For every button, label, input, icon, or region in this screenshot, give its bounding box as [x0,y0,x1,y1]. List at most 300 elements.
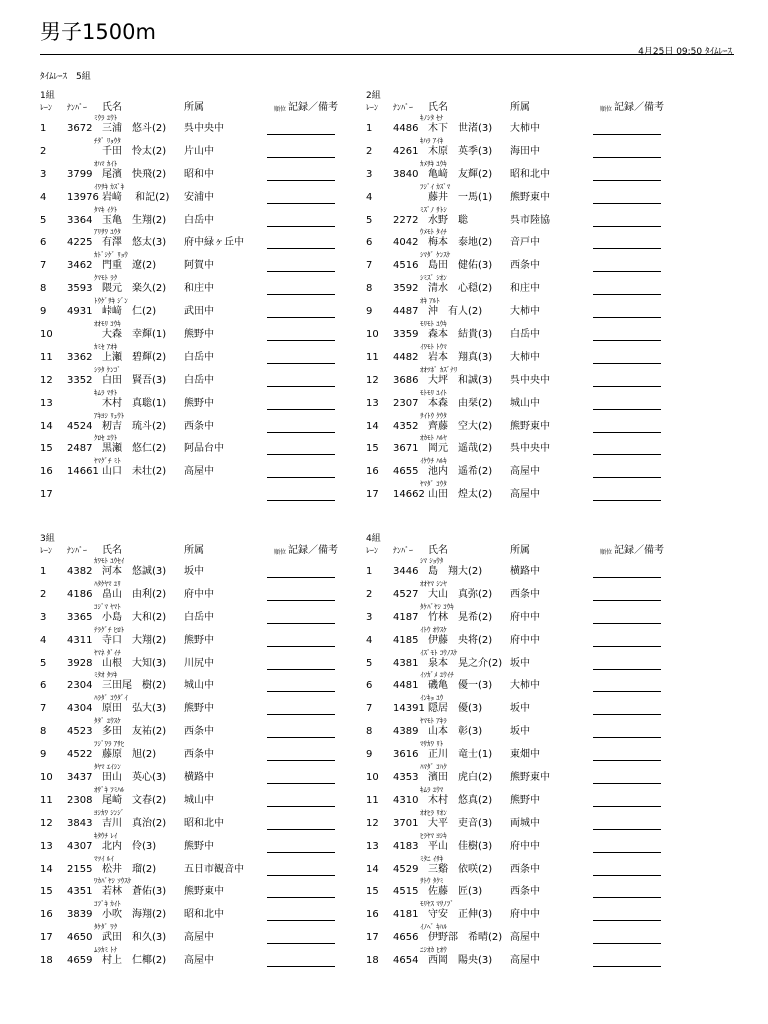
lane-number: 4 [366,191,373,203]
entry-row [40,434,380,457]
record-blank-line [593,203,661,204]
entry-row [40,877,380,900]
club-name: 府中中 [510,840,540,852]
bib-number: 4310 [393,794,419,806]
lane-number: 11 [366,794,379,806]
entry-row [40,343,380,366]
bib-number: 2304 [67,680,93,692]
record-blank-line [267,386,335,387]
athlete-name: 竹林 晃希(2) [428,611,493,623]
record-blank-line [593,943,661,944]
entry-row [366,877,706,900]
entry-row [366,320,706,343]
athlete-name: 山口 未壮(2) [102,466,167,478]
entry-row [40,786,380,809]
bib-number: 4181 [393,909,419,921]
club-name: 西条中 [510,886,540,898]
athlete-name: 森本 結貴(3) [428,329,493,341]
bib-number: 4481 [393,680,419,692]
page-title: 男子1500m [40,20,156,44]
entry-row [366,114,706,137]
bib-number: 4381 [393,657,419,669]
club-name: 西条中 [184,420,214,432]
entry-row [40,832,380,855]
header-rank: 順位 [274,106,287,113]
record-blank-line [593,432,661,433]
record-blank-line [267,920,335,921]
record-blank-line [593,714,661,715]
athlete-name: 門重 遼(2) [102,260,157,272]
bib-number: 3362 [67,351,93,363]
athlete-name: 本森 由栞(2) [428,397,493,409]
header-record: 記録／備考 [288,102,338,113]
lane-number: 11 [40,351,53,363]
club-name: 府中緑ヶ丘中 [184,237,244,249]
lane-number: 5 [366,214,373,226]
club-name: 坂中 [510,657,530,669]
name-reading: ｵｵﾓﾘ ｺｳｷ [94,320,121,329]
entry-row [40,740,380,763]
club-name: 熊野中 [510,794,540,806]
name-reading: ﾃﾗｸﾞﾁ ﾋﾛﾄ [94,625,125,634]
entry-row [40,160,380,183]
bib-number: 4304 [67,703,93,715]
name-reading: ｲﾄｳ ｵｳｽｹ [420,625,447,634]
club-name: 西条中 [184,726,214,738]
club-name: 高屋中 [510,955,540,967]
lane-number: 16 [366,909,379,921]
header-name: 氏名 [428,545,448,556]
race-type-label: ﾀｲﾑﾚｰｽ 5組 [40,72,91,82]
entry-row [40,183,380,206]
club-name: 坂中 [184,566,204,577]
club-name: 西条中 [510,588,540,600]
athlete-name: 黒瀬 悠仁(2) [102,443,167,455]
record-blank-line [593,920,661,921]
athlete-name: 原田 弘大(3) [102,703,167,715]
name-reading: ﾁﾀﾞ ﾘｮｳﾀ [94,136,121,145]
name-reading: ｼﾏ ｼｮｳﾀ [420,557,444,565]
lane-number: 9 [366,306,373,318]
bib-number: 4311 [67,634,93,646]
group-label: 3組 [40,534,55,544]
club-name: 熊野中 [184,397,214,409]
record-blank-line [593,623,661,624]
record-blank-line [267,317,335,318]
club-name: 昭和北中 [184,817,224,829]
club-name: 呉中央中 [510,443,550,455]
bib-number: 4307 [67,840,93,852]
athlete-name: 正川 竜士(1) [428,749,493,761]
club-name: 川尻中 [184,657,214,669]
name-reading: ﾐｳﾗ ﾕｳﾄ [94,114,118,122]
lane-number: 1 [366,566,373,577]
bib-number: 13976 [67,191,99,203]
bib-number: 3462 [67,260,93,272]
heat-group-1 [40,91,380,503]
club-name: 熊野東中 [184,886,224,898]
entry-row [366,603,706,626]
entry-row [40,671,380,694]
entry-row [366,206,706,229]
lane-number: 13 [366,840,379,852]
record-blank-line [593,363,661,364]
record-blank-line [593,340,661,341]
bib-number: 3686 [393,374,419,386]
entry-row [40,626,380,649]
entry-row [366,763,706,786]
club-name: 両城中 [510,817,540,829]
lane-number: 14 [366,420,379,432]
athlete-name: 島 翔大(2) [428,566,483,577]
bib-number: 3671 [393,443,419,455]
record-blank-line [593,134,661,135]
club-name: 府中中 [510,634,540,646]
entry-row [366,923,706,946]
athlete-name: 濱田 虎白(2) [428,772,493,784]
header-lane: ﾚｰﾝ [366,103,378,112]
entry-row [366,786,706,809]
bib-number: 14662 [393,489,425,501]
athlete-name: 峠﨑 仁(2) [102,306,157,318]
record-blank-line [267,623,335,624]
lane-number: 15 [40,443,53,455]
group-label: 2組 [366,91,381,101]
name-reading: ﾄｳｹﾞｻｷ ｼﾞﾝ [94,297,128,306]
entry-row [40,297,380,320]
entry-row [40,809,380,832]
athlete-name: 亀﨑 友輝(2) [428,168,493,180]
club-name: 熊野中 [184,703,214,715]
entry-row [40,137,380,160]
athlete-name: 多田 友祐(2) [102,726,167,738]
athlete-name: 島田 健佑(3) [428,260,493,272]
athlete-name: 沖 有人(2) [428,306,483,318]
name-reading: ｼﾐｽﾞ ｼｵﾝ [420,274,447,283]
name-reading: ﾊﾗﾀﾞ ｺｳﾀﾞｲ [94,694,128,703]
club-name: 熊野東中 [510,191,550,203]
lane-number: 6 [366,680,373,692]
entry-row [366,717,706,740]
club-name: 呉市陸協 [510,214,550,226]
name-reading: ﾀｹﾀﾞ ﾜｸ [94,923,118,932]
athlete-name: 千田 怜太(2) [102,145,167,157]
column-header-row [40,545,380,557]
lane-number: 11 [366,351,379,363]
record-blank-line [267,203,335,204]
lane-number: 10 [366,772,379,784]
name-reading: ｵｵﾔﾏ ｼﾝﾔ [420,579,447,588]
name-reading: ｸﾏﾓﾄ ﾗｸ [94,274,118,283]
club-name: 横路中 [510,566,540,577]
record-blank-line [267,966,335,967]
entry-row [366,366,706,389]
club-name: 西条中 [184,749,214,761]
athlete-name: 齊藤 空大(2) [428,420,493,432]
club-name: 大柿中 [510,351,540,363]
record-blank-line [593,852,661,853]
bib-number: 3928 [67,657,93,669]
bib-number: 3592 [393,283,419,295]
lane-number: 4 [366,634,373,646]
club-name: 府中中 [510,909,540,921]
entry-row [366,183,706,206]
name-reading: ﾓﾘﾔｽ ﾏｻﾉﾌﾞ [420,900,454,909]
lane-number: 13 [40,840,53,852]
bib-number: 4185 [393,634,419,646]
entry-row [366,626,706,649]
record-blank-line [267,180,335,181]
heat-group-2 [366,91,706,503]
club-name: 城山中 [510,397,540,409]
athlete-name: 泉本 晃之介(2) [428,657,503,669]
lane-number: 7 [40,260,47,272]
record-blank-line [267,806,335,807]
record-blank-line [267,600,335,601]
record-blank-line [267,409,335,410]
athlete-name: 水野 聡 [428,214,468,226]
entry-row [366,740,706,763]
athlete-name: 大坪 和誠(3) [428,374,493,386]
athlete-name: 岡元 遥哉(2) [428,443,493,455]
lane-number: 17 [366,932,379,944]
bib-number: 4650 [67,932,93,944]
athlete-name: 籾吉 琉斗(2) [102,420,167,432]
club-name: 和庄中 [184,283,214,295]
record-blank-line [593,691,661,692]
lane-number: 18 [366,955,379,967]
entry-row [40,251,380,274]
name-reading: ｶﾐｾ ｱｵｷ [94,342,118,351]
name-reading: ﾏｻｶﾜ ﾘﾄ [420,740,444,749]
lane-number: 5 [366,657,373,669]
header-record: 記録／備考 [288,545,338,556]
bib-number: 14661 [67,466,99,478]
club-name: 片山中 [184,145,214,157]
entry-row [366,580,706,603]
name-reading: ﾀﾏｷ ｲｸﾄ [94,205,118,214]
header-club: 所属 [510,545,530,556]
name-reading: ｵｶﾓﾄ ﾊﾙﾔ [420,434,447,443]
bib-number: 3799 [67,168,93,180]
column-header-row [366,545,706,557]
entry-row [366,457,706,480]
athlete-name: 北内 伶(3) [102,840,157,852]
record-blank-line [267,363,335,364]
name-reading: ﾊﾏﾀﾞ ｺﾊｸ [420,763,447,772]
lane-number: 3 [40,611,47,623]
record-blank-line [267,897,335,898]
record-blank-line [593,409,661,410]
entry-row [40,923,380,946]
athlete-name: 岩本 翔真(3) [428,351,493,363]
athlete-name: 田山 英心(3) [102,772,167,784]
name-reading: ｶﾒｻｷ ﾕｳｷ [420,159,447,168]
header-record: 記録／備考 [614,545,664,556]
lane-number: 4 [40,634,47,646]
entry-row [366,855,706,878]
bib-number: 4654 [393,955,419,967]
entry-row [366,228,706,251]
entry-row [40,412,380,435]
athlete-name: 小吹 海翔(2) [102,909,167,921]
athlete-name: 白田 賢吾(3) [102,374,167,386]
record-blank-line [593,875,661,876]
name-reading: ｱﾘｻﾜ ﾕｳﾀ [94,228,121,237]
lane-number: 10 [40,329,53,341]
club-name: 東畑中 [510,749,540,761]
name-reading: ｲｿｶﾞﾒ ﾕｳｲﾁ [420,671,454,680]
club-name: 城山中 [184,794,214,806]
record-blank-line [267,226,335,227]
name-reading: ﾌｼﾞﾜﾗ ｱｻﾋ [94,740,125,749]
bib-number: 4482 [393,351,419,363]
lane-number: 12 [40,817,53,829]
lane-number: 6 [40,237,47,249]
record-blank-line [593,829,661,830]
club-name: 城山中 [184,680,214,692]
athlete-name: 玉亀 生翔(2) [102,214,167,226]
entry-row [40,114,380,137]
athlete-name: 隈元 楽久(2) [102,283,167,295]
club-name: 白岳中 [510,329,540,341]
club-name: 熊野東中 [510,420,550,432]
record-blank-line [593,806,661,807]
name-reading: ﾐﾀﾆ ｲｻｷ [420,854,444,863]
athlete-name: 岩﨑 和記(2) [102,191,170,203]
lane-number: 13 [40,397,53,409]
entry-row [366,343,706,366]
name-reading: ｲﾜﾓﾄ ﾄｳﾏ [420,342,447,351]
lane-number: 5 [40,657,47,669]
athlete-name: 木下 世渚(3) [428,123,493,134]
entry-row [366,251,706,274]
record-blank-line [593,646,661,647]
athlete-name: 三浦 悠斗(2) [102,123,167,134]
header-number: ﾅﾝﾊﾞｰ [393,546,413,555]
lane-number: 3 [366,611,373,623]
lane-number: 16 [366,466,379,478]
club-name: 熊野中 [184,634,214,646]
name-reading: ﾐﾀｵ ﾀﾂｷ [94,671,118,680]
name-reading: ﾔﾏﾈ ﾀﾞｲﾁ [94,648,121,657]
club-name: 府中中 [184,588,214,600]
athlete-name: 山本 彰(3) [428,726,483,738]
athlete-name: 木村 悠真(2) [428,794,493,806]
lane-number: 14 [40,863,53,875]
bib-number: 4523 [67,726,93,738]
header-club: 所属 [510,102,530,113]
record-blank-line [593,477,661,478]
athlete-name: 小島 大和(2) [102,611,167,623]
athlete-name: 吉川 真治(2) [102,817,167,829]
lane-number: 7 [366,260,373,272]
bib-number: 3839 [67,909,93,921]
athlete-name: 西岡 陽央(3) [428,955,493,967]
lane-number: 6 [366,237,373,249]
athlete-name: 三田尾 樹(2) [102,680,167,692]
athlete-name: 上瀬 碧輝(2) [102,351,167,363]
name-reading: ｵｻﾞｷ ﾌﾐﾊﾙ [94,785,125,794]
name-reading: ﾋﾗﾔﾏ ﾖｼｷ [420,831,447,840]
bib-number: 3437 [67,772,93,784]
bib-number: 4351 [67,886,93,898]
entry-row [40,900,380,923]
name-reading: ｳﾒﾓﾄ ﾀｲﾁ [420,228,447,237]
lane-number: 16 [40,909,53,921]
lane-number: 14 [40,420,53,432]
header-rank: 順位 [600,549,613,556]
athlete-name: 尾濱 快飛(2) [102,168,167,180]
club-name: 高屋中 [184,955,214,967]
header-name: 氏名 [428,102,448,113]
name-reading: ﾐｽﾞﾉ ｻﾄｼ [420,205,447,214]
record-blank-line [593,294,661,295]
entry-row [40,855,380,878]
bib-number: 4515 [393,886,419,898]
lane-number: 3 [40,168,47,180]
entry-row [40,228,380,251]
record-blank-line [593,180,661,181]
bib-number: 4524 [67,420,93,432]
name-reading: ｸﾛｾ ﾕｳﾄ [94,434,118,443]
record-blank-line [267,454,335,455]
athlete-name: 池内 遥希(2) [428,466,493,478]
record-blank-line [593,317,661,318]
club-name: 府中中 [510,611,540,623]
bib-number: 3616 [393,749,419,761]
column-header-row [366,102,706,114]
header-club: 所属 [184,102,204,113]
bib-number: 4352 [393,420,419,432]
bib-number: 4353 [393,772,419,784]
header-name: 氏名 [102,102,122,113]
lane-number: 15 [366,886,379,898]
club-name: 熊野東中 [510,772,550,784]
athlete-name: 河本 悠誠(3) [102,566,167,577]
bib-number: 4522 [67,749,93,761]
bib-number: 2487 [67,443,93,455]
athlete-name: 大山 真弥(2) [428,588,493,600]
entry-row [366,946,706,969]
bib-number: 4486 [393,123,419,134]
athlete-name: 有澤 悠太(3) [102,237,167,249]
record-blank-line [267,248,335,249]
athlete-name: 木原 英季(3) [428,145,493,157]
entry-row [40,763,380,786]
entry-row [40,274,380,297]
header-lane: ﾚｰﾝ [40,103,52,112]
lane-number: 10 [40,772,53,784]
name-reading: ｵｷ ｱﾙﾄ [420,297,440,306]
lane-number: 17 [366,489,379,501]
club-name: 昭和北中 [184,909,224,921]
entry-row [40,946,380,969]
entry-row [366,649,706,672]
name-reading: ｲｹｳﾁ ﾊﾙｷ [420,457,447,466]
name-reading: ｶﾄﾞｼｹﾞ ﾘｮｳ [94,251,128,260]
entry-row [40,694,380,717]
name-reading: ｻｲﾄｳ ｸｳﾀ [420,411,447,420]
name-reading: ｵｵﾂﾎﾞ ｶｽﾞﾅﾘ [420,365,458,374]
entry-row [366,389,706,412]
name-reading: ﾔﾏﾀﾞ ｺｳﾀ [420,480,447,489]
entry-row [40,366,380,389]
lane-number: 2 [40,145,47,157]
name-reading: ﾓﾄﾓﾘ ﾕｲﾄ [420,388,447,397]
record-blank-line [593,157,661,158]
club-name: 坂中 [510,703,530,715]
